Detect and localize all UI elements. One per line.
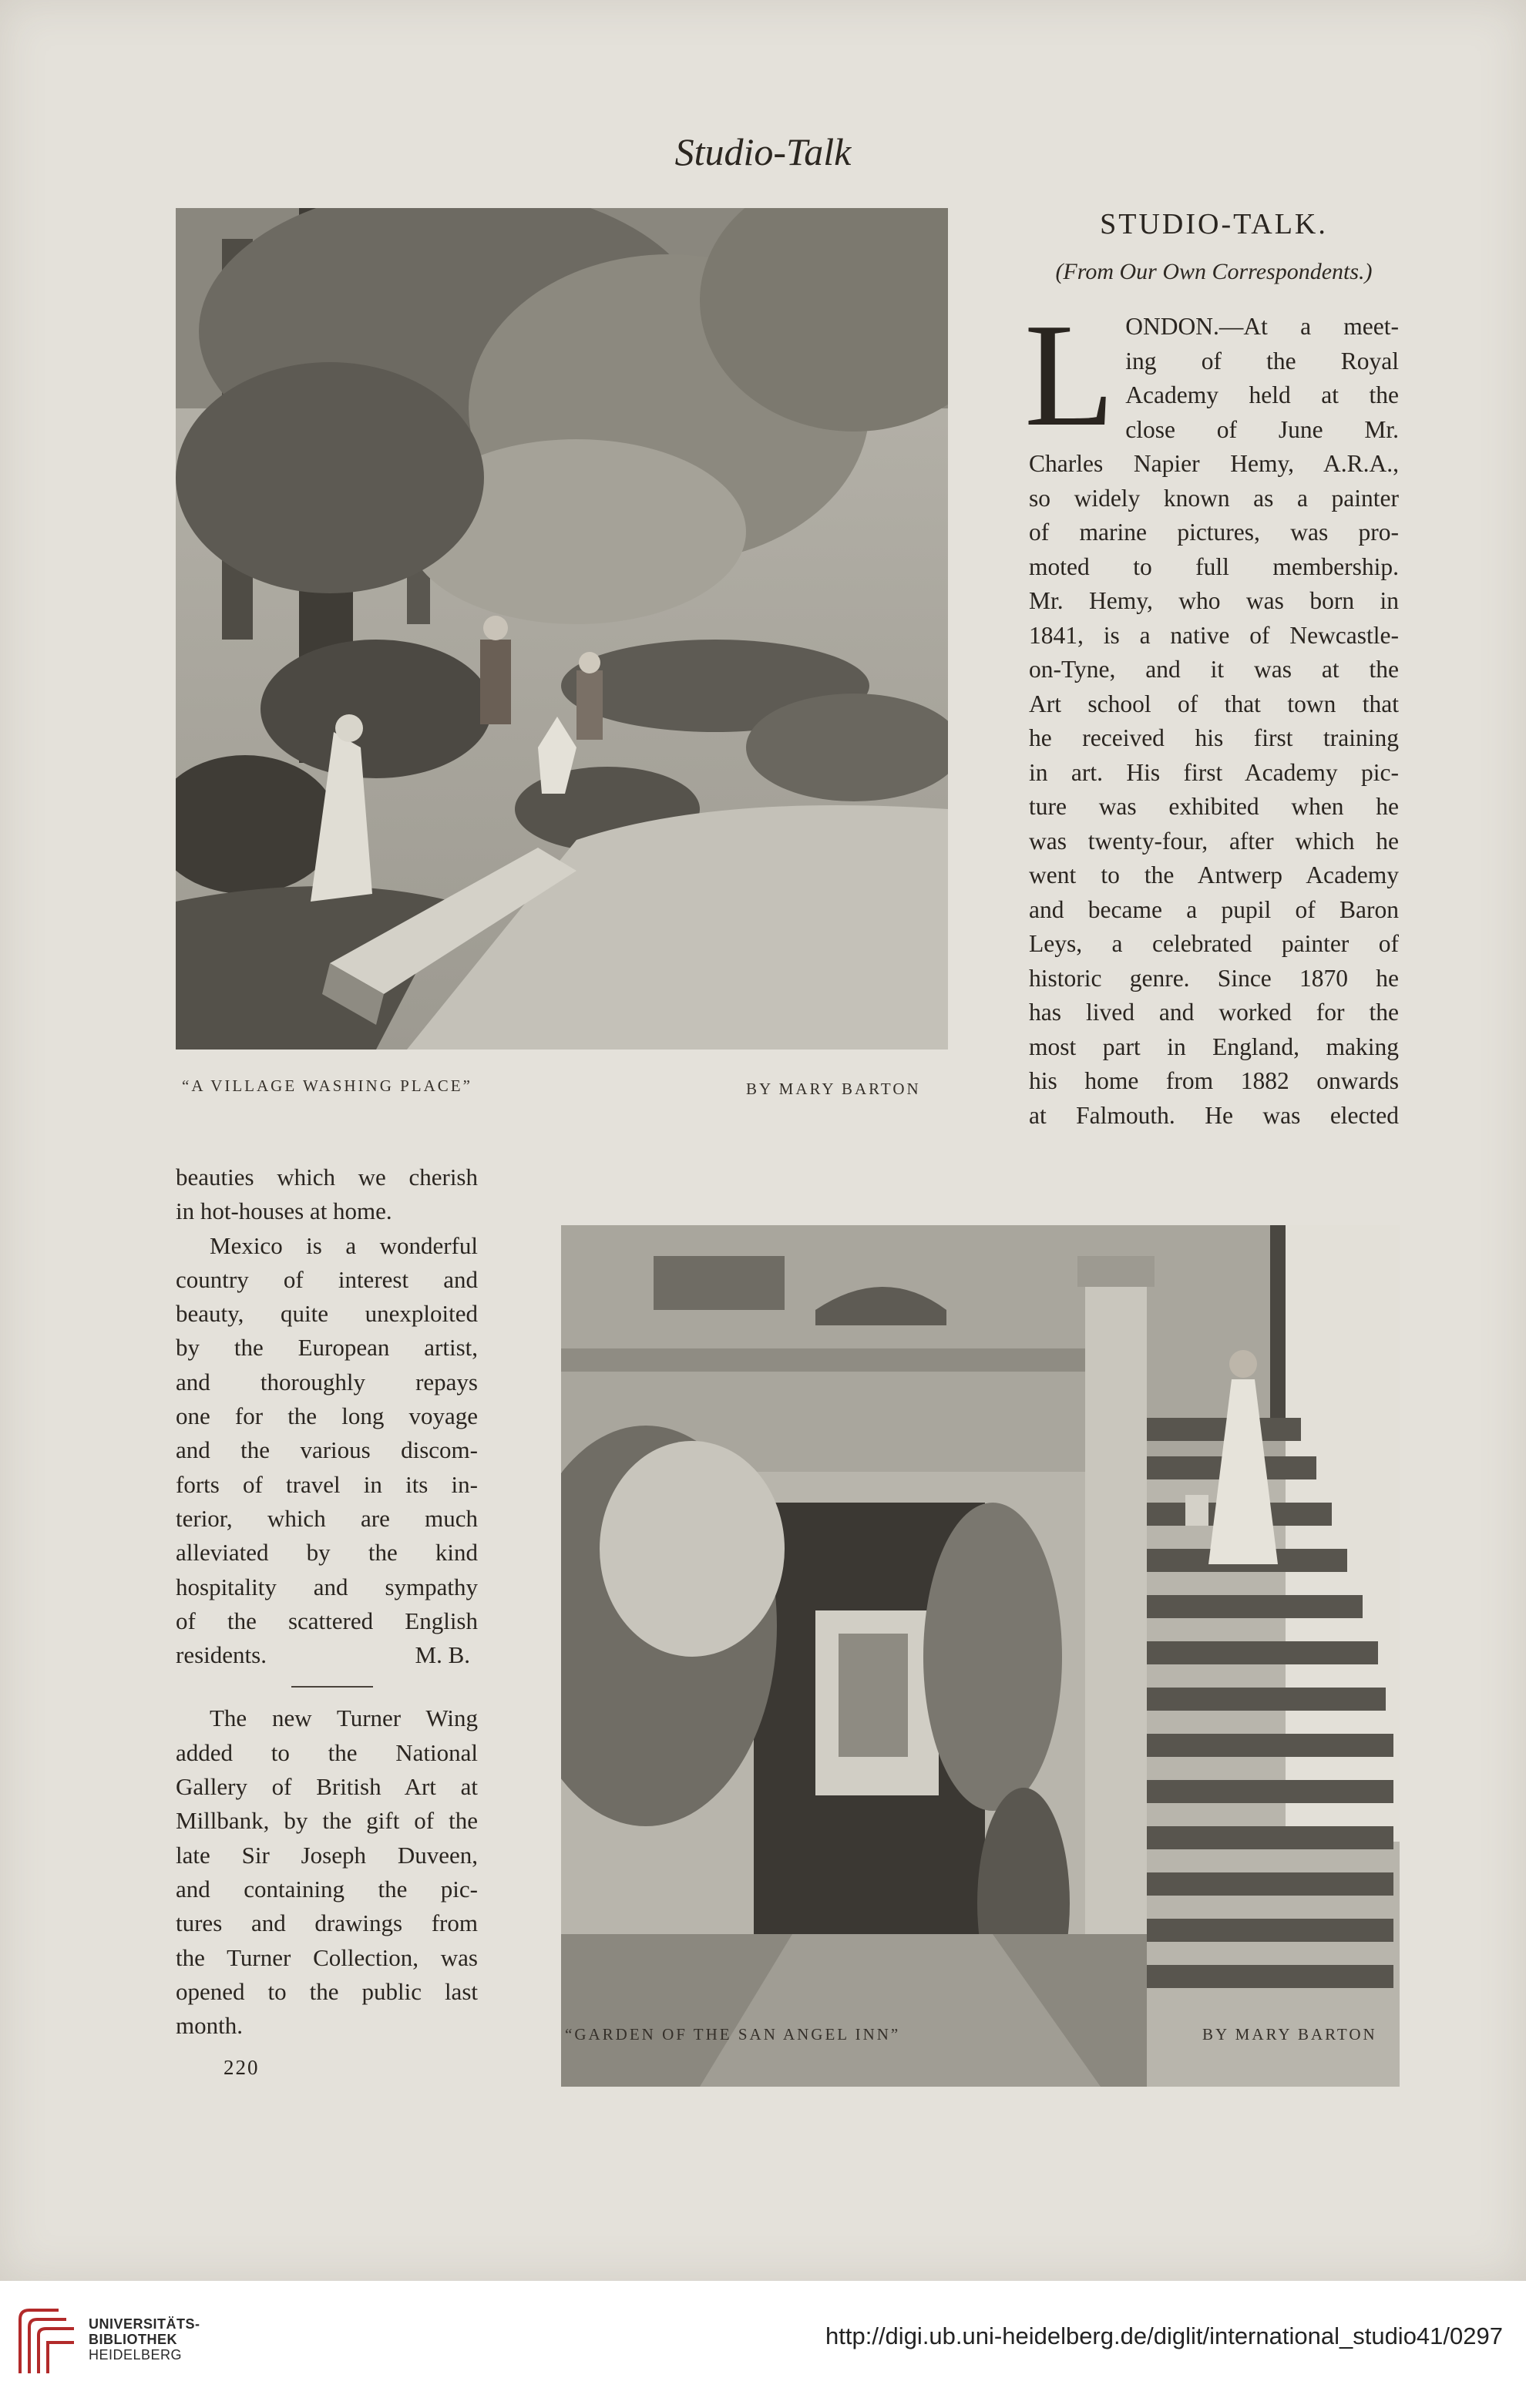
article-line: Art school of that town that [1029,690,1399,717]
library-name-line: BIBLIOTHEK [89,2332,177,2347]
paragraph-line: beauty, quite unexploited [176,1300,478,1328]
article-line: historic genre. Since 1870 he [1029,964,1399,992]
plate-2-caption-title: “GARDEN OF THE SAN ANGEL INN” [565,2025,901,2044]
article-line: moted to full membership. [1029,552,1399,580]
residents-signature-line [176,1638,478,1672]
left-column [176,1160,478,2043]
article-line: of marine pictures, was pro- [1029,519,1399,546]
paragraph-line: and the various discom- [176,1436,478,1464]
section-subtitle: (From Our Own Correspondents.) [1055,259,1373,284]
paragraph-line: hospitality and sympathy [176,1573,478,1600]
section-divider [291,1686,373,1688]
article-body [1024,293,1399,1133]
plate-garden-san-angel-inn [561,1225,1400,2087]
article-line: on-Tyne, and it was at the [1029,656,1399,683]
paragraph-line: terior, which are much [176,1504,478,1532]
library-name-line: UNIVERSITÄTS- [89,2316,200,2332]
left-column-body [176,1160,478,2043]
article-line: most part in England, making [1029,1033,1399,1060]
library-logo-icon [12,2304,82,2385]
article-line: ONDON.—At a meet- [1125,313,1399,340]
article-line: Charles Napier Hemy, A.R.A., [1029,450,1399,477]
paragraph-line: one for the long voyage [176,1402,478,1430]
paragraph-line: Gallery of British Art at [176,1773,478,1801]
article-line: ing of the Royal [1125,347,1399,374]
paragraph-line: and containing the pic- [176,1875,478,1903]
plate-2-caption-artist: BY MARY BARTON [1202,2025,1377,2044]
drop-cap: L [1024,293,1115,457]
article-line: close of June Mr. [1125,415,1399,443]
article-column [1024,208,1399,1133]
article-line: so widely known as a painter [1029,484,1399,512]
paragraph-line: forts of travel in its in- [176,1470,478,1498]
article-line: Leys, a celebrated painter of [1029,930,1399,957]
article-line: went to the Antwerp Academy [1029,861,1399,888]
article-line: he received his first training [1029,724,1399,751]
article-line: ture was exhibited when he [1029,793,1399,820]
paragraph-line: The new Turner Wing [210,1704,478,1732]
paragraph-line: in hot-houses at home. [176,1197,392,1225]
paragraph-line: beauties which we cherish [176,1164,478,1191]
article-line: at Falmouth. He was elected [1029,1101,1399,1129]
library-name [89,2316,200,2363]
plate-1-caption-artist: BY MARY BARTON [746,1080,921,1098]
library-name-line: HEIDELBERG [89,2347,183,2363]
article-line: his home from 1882 onwards [1029,1067,1399,1094]
article-line: 1841, is a native of Newcastle- [1029,621,1399,649]
paragraph-line: Mexico is a wonderful [210,1231,478,1259]
paragraph-line: of the scattered English [176,1607,478,1634]
washing-place-illustration [176,208,948,1050]
paragraph-line: month. [176,2012,243,2040]
section-title: STUDIO-TALK. [1100,208,1328,240]
paragraph-line: added to the National [176,1738,478,1766]
paragraph-line: and thoroughly repays [176,1368,478,1395]
garden-inn-illustration [561,1225,1400,2087]
article-line: Mr. Hemy, who was born in [1029,587,1399,614]
paragraph-line: by the European artist, [176,1334,478,1362]
article-line: has lived and worked for the [1029,999,1399,1026]
paragraph-line: residents. [176,1641,267,1669]
plate-1-caption-title: “A VILLAGE WASHING PLACE” [182,1076,472,1095]
plate-village-washing-place [176,208,948,1050]
article-line: and became a pupil of Baron [1029,895,1399,923]
running-head: Studio-Talk [674,130,852,173]
paragraph-line: alleviated by the kind [176,1539,478,1567]
author-signature: M. B. [415,1641,470,1669]
paragraph-line: late Sir Joseph Duveen, [176,1841,478,1869]
article-line: in art. His first Academy pic- [1029,758,1399,786]
article-line: Academy held at the [1125,381,1399,408]
paragraph-line: Millbank, by the gift of the [176,1807,478,1835]
source-url-link[interactable]: http://digi.ub.uni-heidelberg.de/diglit/international_studio41/0297 [825,2322,1503,2349]
paragraph-line: tures and drawings from [176,1909,478,1937]
article-line: was twenty-four, after which he [1029,827,1399,855]
paragraph-line: country of interest and [176,1265,478,1293]
paragraph-line: the Turner Collection, was [176,1943,478,1971]
paragraph-line: opened to the public last [176,1977,478,2005]
page-number: 220 [224,2056,260,2079]
